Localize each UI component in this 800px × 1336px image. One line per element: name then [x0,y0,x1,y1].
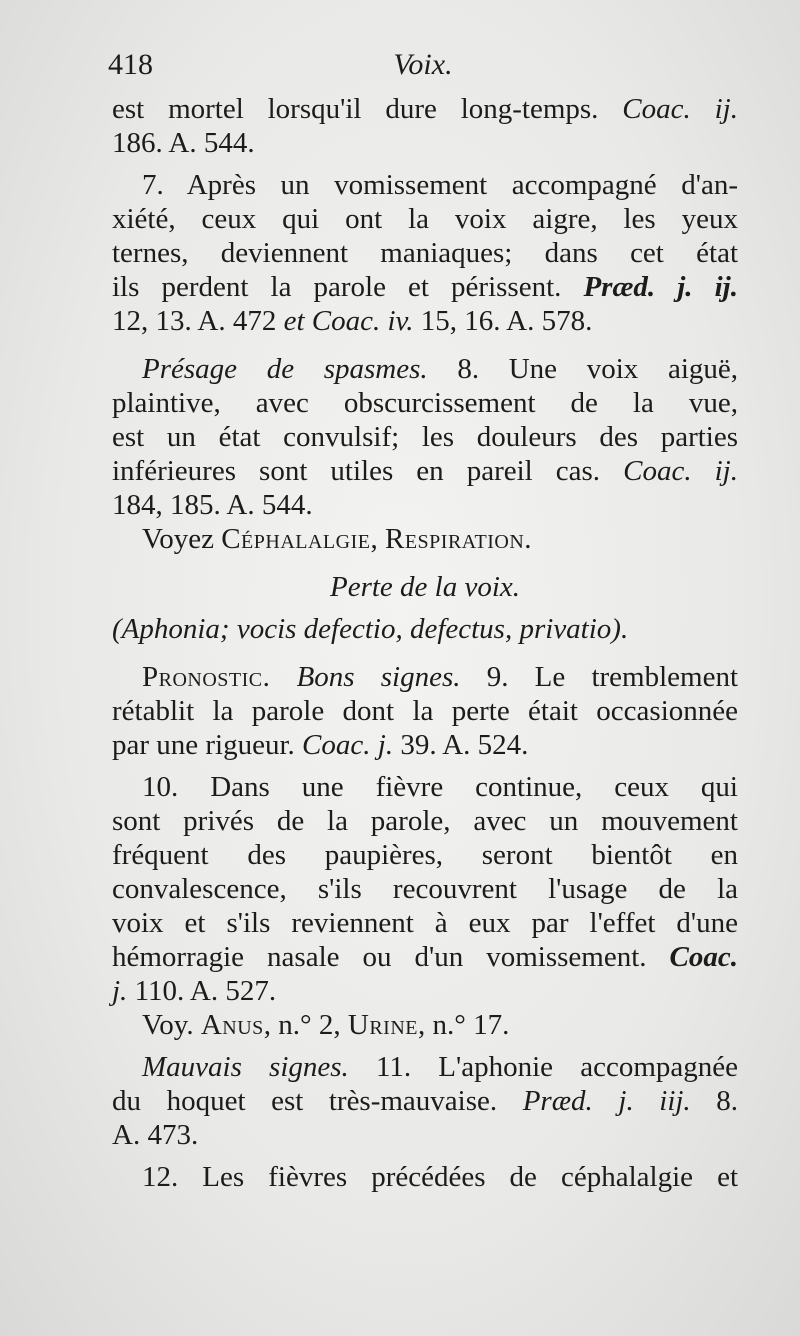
text-line: hémorragie nasale ou d'un vomissement. Coac. [112,941,738,973]
section-label-mauvais-signes: Mauvais signes. [142,1051,349,1083]
citation: Coac. ij. [623,455,738,487]
text-line: inférieures sont utiles en pareil cas. Coac. ij. [112,455,738,487]
text-line: du hoquet est très-mauvaise. Præd. j. iij. 8. [112,1085,739,1117]
text-line: convalescence, s'ils recouvrent l'usage de la [112,873,738,905]
paragraph-10-start: 10. Dans une fièvre continue, ceux qui [142,771,738,803]
text-line: est mortel lorsqu'il dure long-temps. Coac. ij. [112,93,738,125]
text-line: fréquent des paupières, seront bientôt en [112,839,738,871]
text-line: rétablit la parole dont la perte était occasionnée [112,695,738,727]
section-subheading: (Aphonia; vocis defectio, defectus, privatio). [112,613,629,645]
text-line: par une rigueur. Coac. j. 39. A. 524. [112,729,529,761]
paragraph-9-start: Pronostic. Bons signes. 9. Le tremblement [142,661,738,693]
paragraph-11-start: Mauvais signes. 11. L'aphonie accompagnée [142,1051,739,1083]
text-line: ils perdent la parole et périssent. Præd. j. ij. [112,271,738,303]
text-line: A. 473. [112,1119,199,1151]
page-number: 418 [108,48,153,81]
text-line: est un état convulsif; les douleurs des parties [112,421,738,453]
citation: Coac. ij. [622,93,738,125]
text-line: 184, 185. A. 544. [112,489,313,521]
citation: Coac. [669,941,738,973]
paragraph-7-start: 7. Après un vomissement accompagné d'an- [142,169,738,201]
cross-reference: Voy. Anus, n.° 2, Urine, n.° 17. [142,1009,510,1041]
page-header [108,48,738,90]
cross-reference: Voyez Céphalalgie, Respiration. [142,523,533,555]
section-label-pronostic: Pronostic. [142,661,271,693]
text-line: 186. A. 544. [112,127,255,159]
paragraph-8-start: Présage de spasmes. 8. Une voix aiguë, [142,353,738,385]
running-head: Voix. [393,48,453,81]
text-line: j. 110. A. 527. [112,975,277,1007]
citation: Præd. j. ij. [583,271,738,303]
text-line: voix et s'ils reviennent à eux par l'effet d'une [112,907,738,939]
section-heading: Perte de la voix. [329,571,521,603]
paragraph-12-start: 12. Les fièvres précédées de céphalalgie et [142,1161,738,1193]
section-label-spasmes: Présage de spasmes. [142,353,428,385]
text-line: xiété, ceux qui ont la voix aigre, les yeux [112,203,738,235]
text-line: ternes, deviennent maniaques; dans cet état [112,237,738,269]
page-body [112,92,738,1194]
text-line: sont privés de la parole, avec un mouvement [112,805,738,837]
text-line: plaintive, avec obscurcissement de la vue, [112,387,738,419]
text-line: 12, 13. A. 472 et Coac. iv. 15, 16. A. 578. [112,305,593,337]
